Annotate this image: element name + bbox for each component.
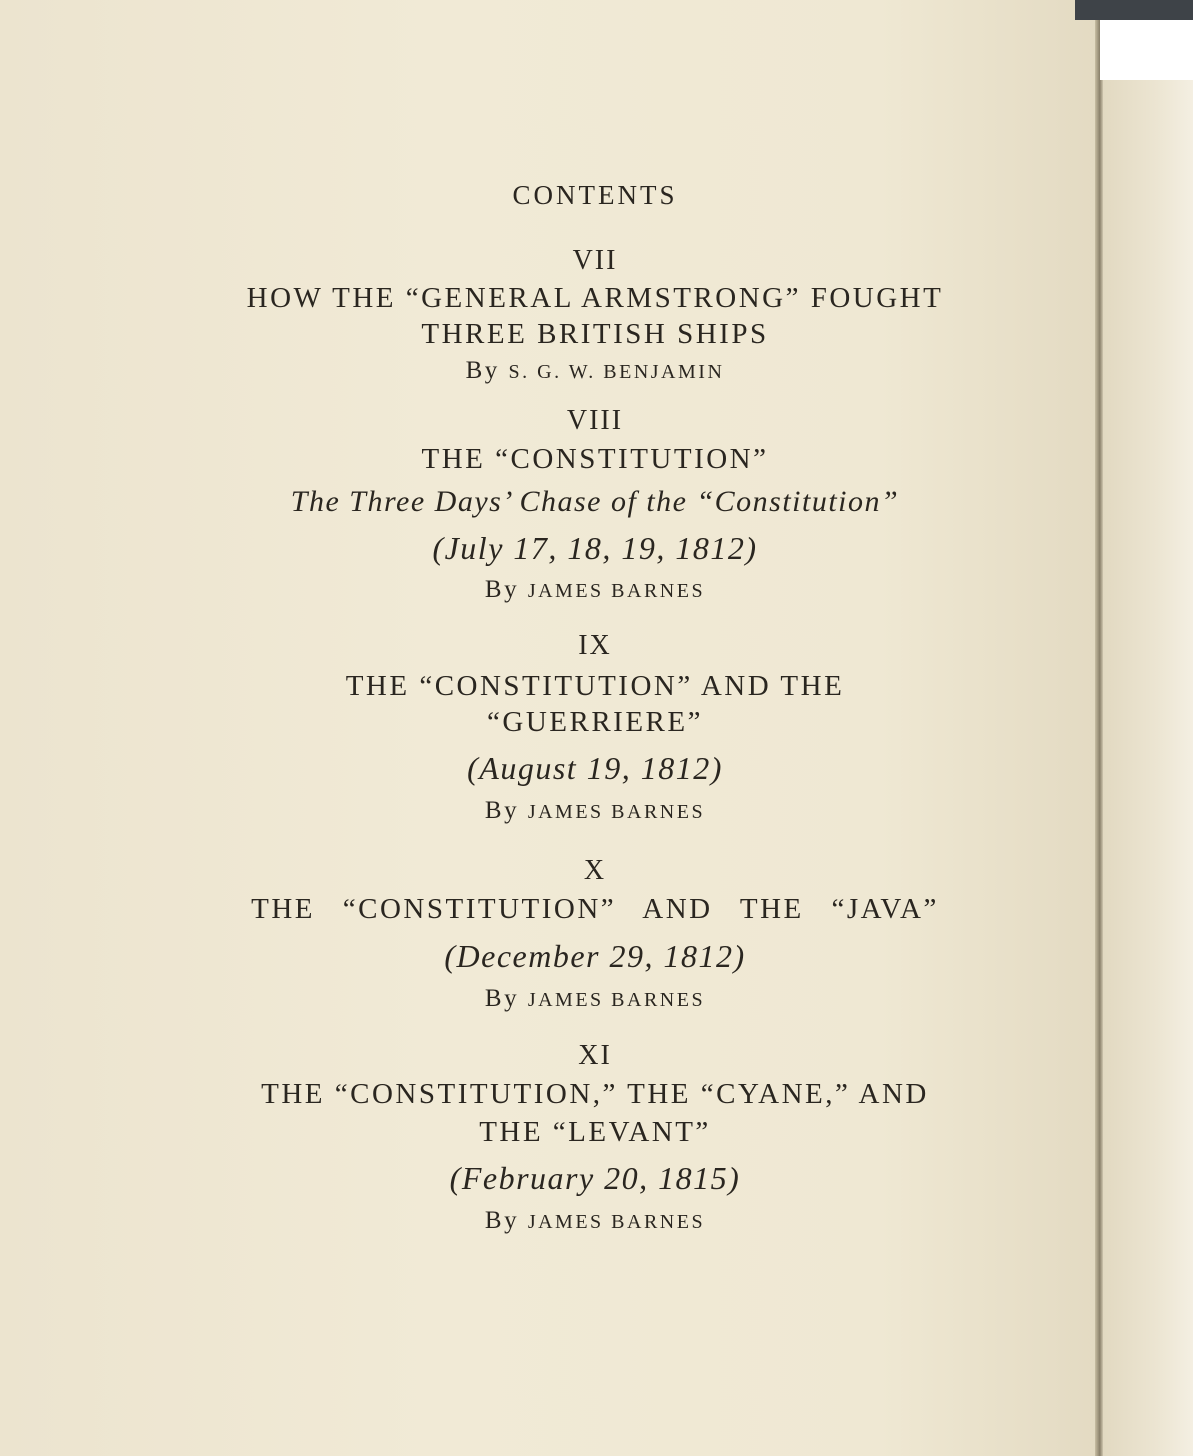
author-name: S. G. W. BENJAMIN [508, 361, 725, 383]
author-name: JAMES BARNES [527, 1211, 706, 1233]
book-cover-strip [1075, 0, 1193, 20]
chapter-title: THE “LEVANT” [479, 1116, 711, 1148]
byline-prefix: By [465, 357, 500, 384]
chapter-numeral: IX [578, 630, 612, 661]
chapter-title: THE “CONSTITUTION” [421, 443, 769, 475]
chapter-title: HOW THE “GENERAL ARMSTRONG” FOUGHT [246, 282, 944, 314]
chapter-date: (December 29, 1812) [444, 938, 746, 974]
chapter-date: (July 17, 18, 19, 1812) [432, 530, 758, 566]
chapter-title: THREE BRITISH SHIPS [421, 318, 769, 350]
chapter-date: (February 20, 1815) [449, 1160, 741, 1196]
byline-prefix: By [484, 1207, 520, 1234]
chapter-title: THE “CONSTITUTION,” THE “CYANE,” AND [261, 1078, 929, 1110]
contents-heading: CONTENTS [512, 180, 678, 210]
background-gap [1100, 20, 1193, 80]
chapter-byline [0, 797, 1190, 825]
chapter-byline [0, 1207, 1190, 1235]
chapter-numeral: X [583, 855, 607, 886]
chapter-title: THE “CONSTITUTION” AND THE [345, 670, 845, 702]
chapter-date: (August 19, 1812) [467, 750, 723, 786]
author-name: JAMES BARNES [527, 801, 706, 823]
chapter-numeral: XI [578, 1040, 612, 1071]
chapter-numeral: VII [572, 245, 618, 276]
chapter-byline [0, 576, 1190, 604]
byline-prefix: By [484, 576, 520, 603]
byline-prefix: By [484, 985, 520, 1012]
chapter-byline [0, 985, 1190, 1013]
chapter-title: “GUERRIERE” [487, 706, 703, 738]
chapter-byline [0, 357, 1190, 385]
author-name: JAMES BARNES [527, 989, 706, 1011]
chapter-subtitle: The Three Days’ Chase of the “Constitution” [290, 485, 900, 518]
chapter-numeral: VIII [566, 405, 624, 436]
byline-prefix: By [484, 797, 520, 824]
chapter-title: THE “CONSTITUTION” AND THE “JAVA” [251, 893, 939, 925]
author-name: JAMES BARNES [527, 580, 706, 602]
